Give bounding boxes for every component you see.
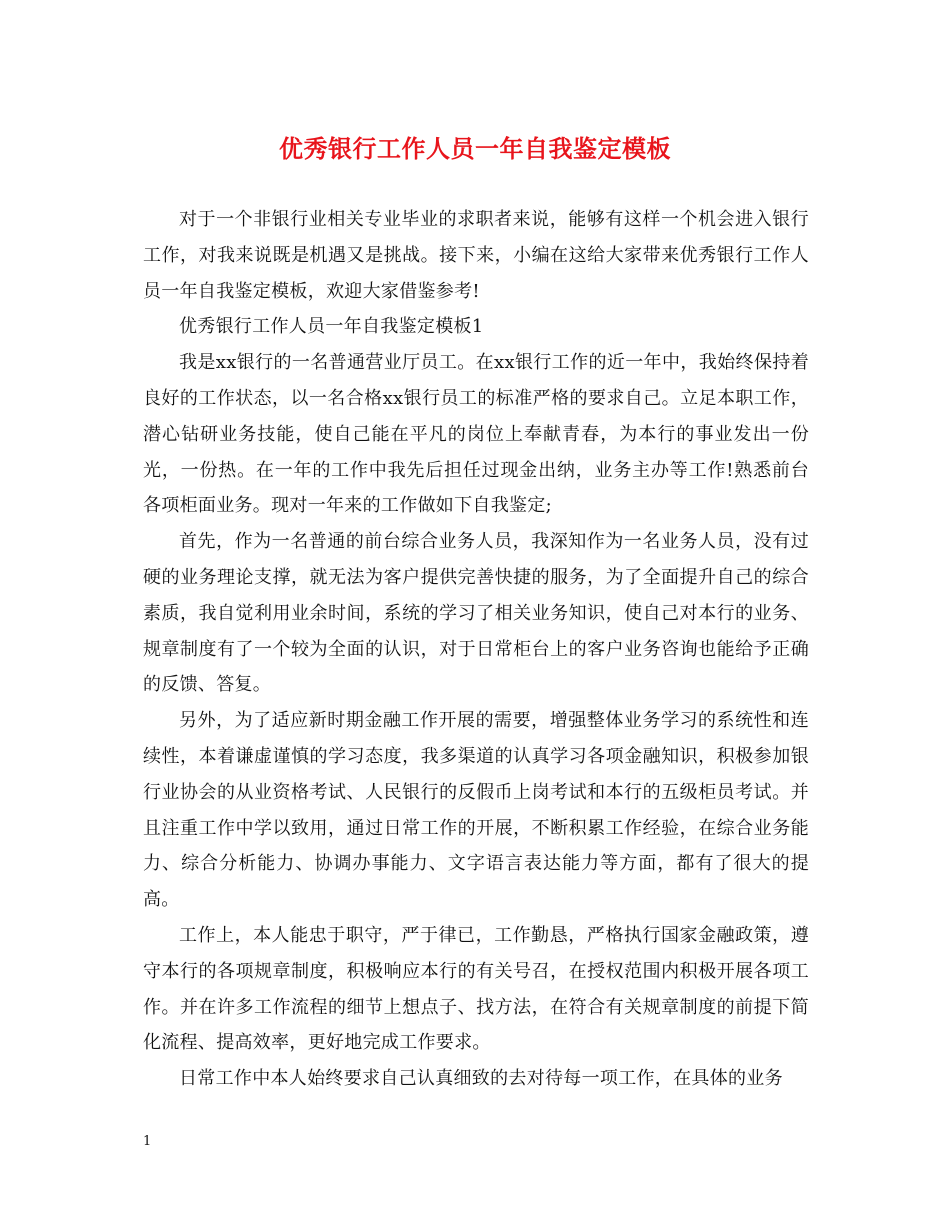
page-number: 1 xyxy=(143,1134,152,1149)
paragraph-daily-work: 日常工作中本人始终要求自己认真细致的去对待每一项工作，在具体的业务 xyxy=(179,1068,783,1090)
document-title: 优秀银行工作人员一年自我鉴定模板 xyxy=(279,134,671,163)
paragraph-intro: 对于一个非银行业相关专业毕业的求职者来说，能够有这样一个机会进入银行工作，对我来说既是机遇又是挑战。接下来，小编在这给大家带来优秀银行工作人员一年自我鉴定模板，欢迎大家借鉴参考! xyxy=(143,209,809,302)
paragraph-first: 首先，作为一名普通的前台综合业务人员，我深知作为一名业务人员，没有过硬的业务理论支撑，就无法为客户提供完善快捷的服务，为了全面提升自己的综合素质，我自觉利用业余时间，系统的学习了相关业务知识，使自己对本行的业务、规章制度有了一个较为全面的认识，对于日常柜台上的客户业务咨询也能给予正确的反馈、答复。 xyxy=(143,531,809,696)
document-body xyxy=(143,202,809,1097)
paragraph-self-introduction: 我是xx银行的一名普通营业厅员工。在xx银行工作的近一年中，我始终保持着良好的工作状态，以一名合格xx银行员工的标准严格的要求自己。立足本职工作，潜心钻研业务技能，使自己能在平凡的岗位上奉献青春，为本行的事业发出一份光，一份热。在一年的工作中我先后担任过现金出纳，业务主办等工作!熟悉前台各项柜面业务。现对一年来的工作做如下自我鉴定; xyxy=(143,352,809,517)
paragraph-second: 另外，为了适应新时期金融工作开展的需要，增强整体业务学习的系统性和连续性，本着谦虚谨慎的学习态度，我多渠道的认真学习各项金融知识，积极参加银行业协会的从业资格考试、人民银行的反假币上岗考试和本行的五级柜员考试。并且注重工作中学以致用，通过日常工作的开展，不断积累工作经验，在综合业务能力、综合分析能力、协调办事能力、文字语言表达能力等方面，都有了很大的提高。 xyxy=(143,710,809,911)
paragraph-work: 工作上，本人能忠于职守，严于律已，工作勤恳，严格执行国家金融政策，遵守本行的各项规章制度，积极响应本行的有关号召，在授权范围内积极开展各项工作。并在许多工作流程的细节上想点子、找方法，在符合有关规章制度的前提下简化流程、提高效率，更好地完成工作要求。 xyxy=(143,924,809,1054)
paragraph-subheading: 优秀银行工作人员一年自我鉴定模板1 xyxy=(179,316,484,338)
